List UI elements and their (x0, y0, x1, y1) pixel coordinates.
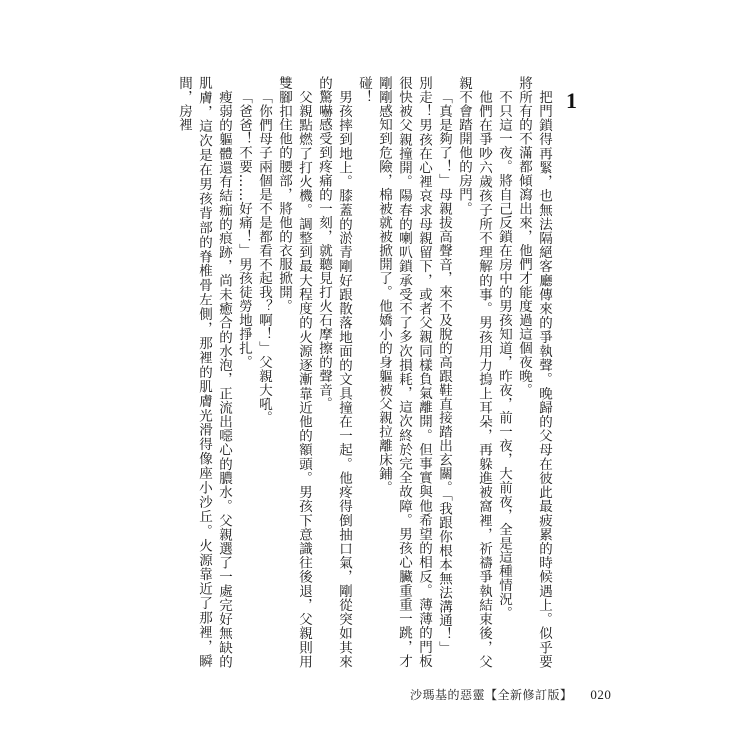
body-text (174, 76, 554, 668)
paragraph: 瘦弱的軀體還有結痂的痕跡，尚未癒合的水泡，正流出噁心的膿水。父親選了一處完好無缺的肌膚，這次是在男孩背部的脊椎骨左側，那裡的肌膚光滑得像座小沙丘。火源靠近了那裡，瞬間，房裡 (176, 76, 232, 668)
paragraph: 別走！男孩在心裡哀求母親留下，或者父親同樣負氣離開。但事實與他希望的相反。薄薄的門板很快被父親撞開。陽春的喇叭鎖承受不了多次損耗，這次終於完全故障。男孩心臟重重一跳，才剛剛感知到危險，棉被就被掀開了。他嬌小的身軀被父親拉離床鋪。 (376, 76, 432, 668)
paragraph: 不只這一夜。將自己反鎖在房中的男孩知道，昨夜，前一夜，大前夜，全是這種情況。 (496, 89, 512, 620)
page-footer (410, 686, 611, 703)
paragraph: 碰！ (356, 76, 372, 104)
page-number: 020 (590, 687, 612, 702)
paragraph: 把門鎖得再緊，也無法隔絕客廳傳來的爭執聲。晚歸的父母在彼此最疲累的時候遇上。似乎要將所有的不滿都傾瀉出來，他們才能度過這個夜晚。 (516, 76, 552, 668)
book-title: 沙瑪基的惡靈【全新修訂版】 (410, 688, 573, 702)
paragraph: 「你們母子兩個是不是都看不起我？啊！」父親大吼。 (256, 89, 272, 425)
paragraph: 「真是夠了！」母親拔高聲音，來不及脫的高跟鞋直接踏出玄關。「我跟你根本無法溝通！」 (436, 89, 452, 655)
chapter-number: 1 (566, 88, 577, 113)
paragraph: 他們在爭吵六歲孩子所不理解的事。男孩用力摀上耳朵，再躲進被窩裡，祈禱爭執結束後，父親不會踏開他的房門。 (456, 76, 492, 668)
paragraph: 「爸爸！不要……好痛！」男孩徒勞地掙扎。 (236, 89, 252, 369)
paragraph: 父親點燃了打火機。調整到最大程度的火源逐漸靠近他的額頭。男孩下意識往後退，父親則用雙腳扣住他的腰部，將他的衣服掀開。 (276, 76, 312, 668)
paragraph: 男孩摔到地上。膝蓋的淤青剛好跟散落地面的文具撞在一起。他疼得倒抽口氣，剛從突如其來的驚嚇感受到疼痛的一刻，就聽見打火石摩擦的聲音。 (316, 76, 352, 668)
